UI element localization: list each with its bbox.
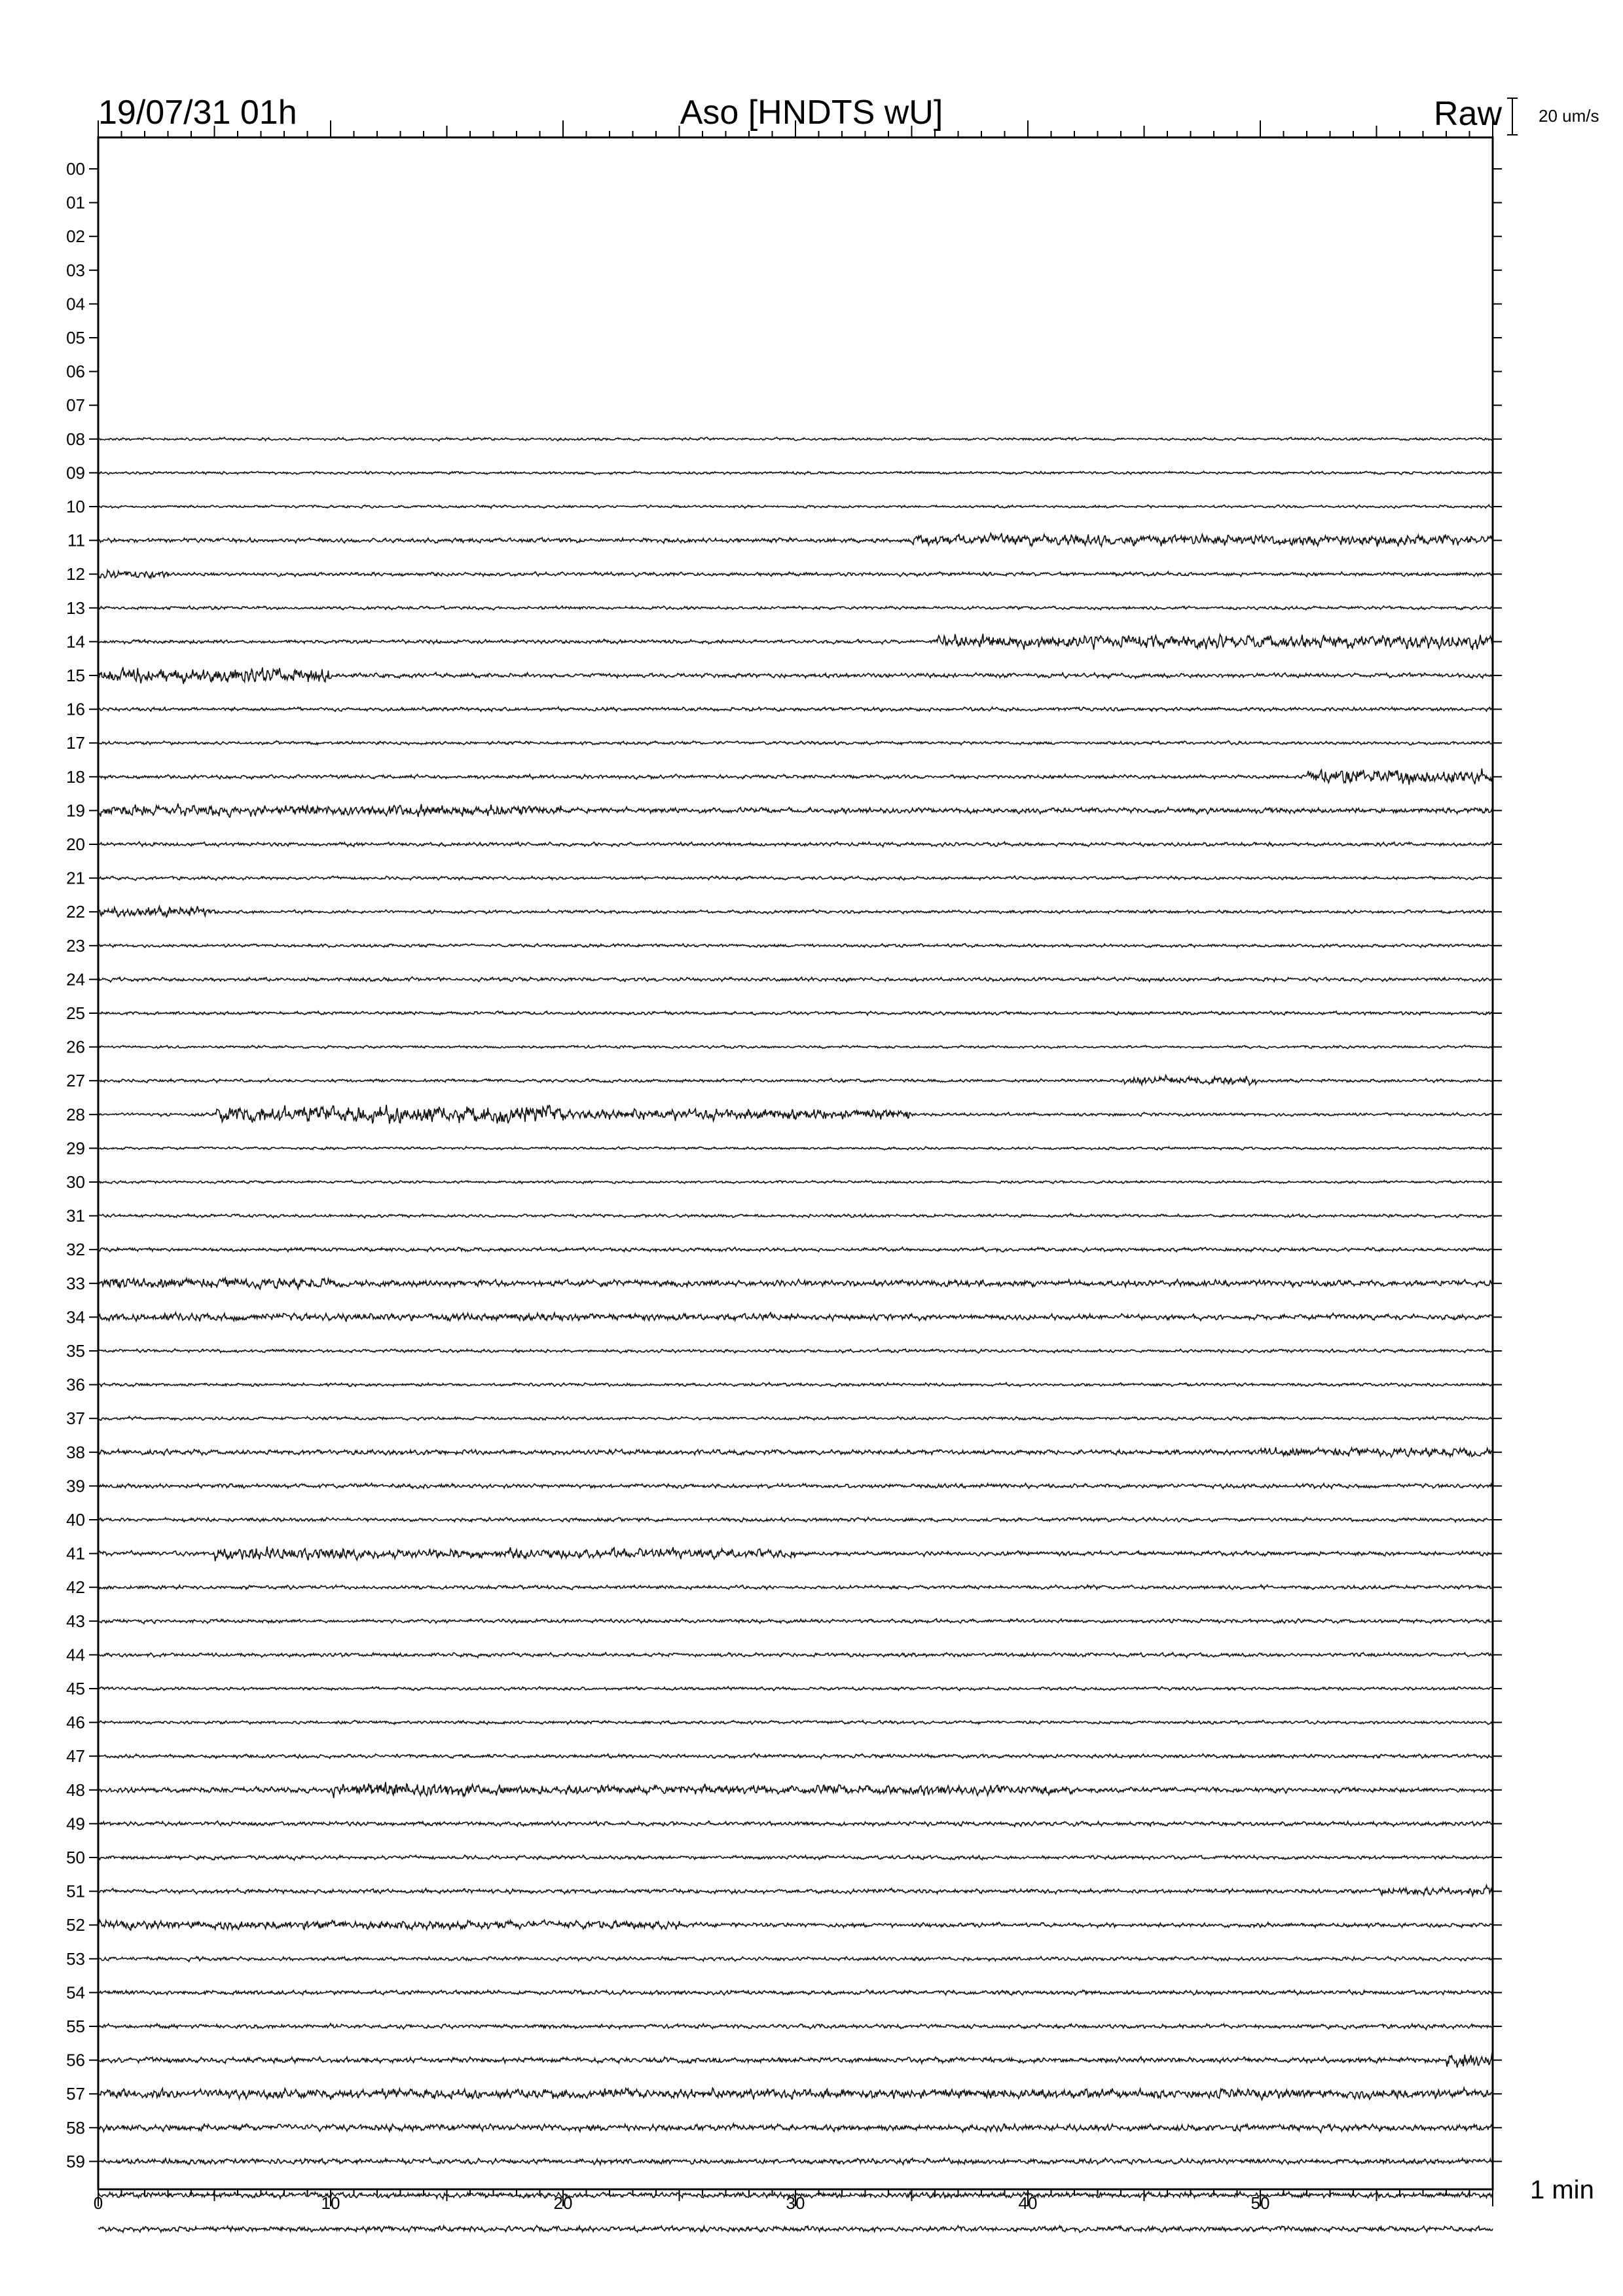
y-tick-label: 18 [66, 766, 85, 787]
y-tick-label: 54 [66, 1982, 85, 2003]
y-tick-label: 59 [66, 2151, 85, 2172]
y-tick-label: 46 [66, 1712, 85, 1732]
plot-frame [98, 137, 1493, 2189]
trace-row-35 [98, 1349, 1493, 1354]
y-tick-label: 36 [66, 1374, 85, 1395]
y-tick-label: 43 [66, 1611, 85, 1631]
trace-row-30 [98, 1180, 1493, 1183]
trace-row-52 [98, 1920, 1493, 1931]
trace-row-23 [98, 944, 1493, 948]
y-tick-label: 30 [66, 1172, 85, 1192]
trace-row-53 [98, 1956, 1493, 1962]
trace-row-25 [98, 1011, 1493, 1015]
y-tick-label: 09 [66, 463, 85, 483]
x-tick-label: 50 [1250, 2193, 1270, 2213]
y-tick-label: 14 [66, 632, 85, 652]
amplitude-scale-bar [1507, 98, 1518, 135]
trace-row-61 [98, 2225, 1493, 2232]
y-tick-label: 02 [66, 226, 85, 247]
trace-row-50 [98, 1856, 1493, 1861]
trace-row-34 [98, 1312, 1493, 1321]
y-tick-label: 17 [66, 733, 85, 753]
y-tick-label: 55 [66, 2017, 85, 2036]
y-tick-label: 24 [66, 969, 85, 990]
y-tick-label: 08 [66, 429, 85, 449]
y-tick-label: 44 [66, 1645, 85, 1665]
y-tick-label: 41 [66, 1543, 85, 1564]
trace-row-42 [98, 1585, 1493, 1590]
x-tick-label: 10 [321, 2193, 340, 2213]
trace-row-18 [98, 768, 1493, 785]
x-axis [94, 120, 1493, 2213]
trace-row-16 [98, 707, 1493, 711]
trace-row-27 [98, 1075, 1493, 1085]
trace-row-21 [98, 876, 1493, 880]
y-tick-label: 35 [66, 1341, 85, 1361]
mode-label: Raw [1434, 95, 1503, 133]
trace-row-40 [98, 1517, 1493, 1522]
y-tick-label: 38 [66, 1442, 85, 1462]
x-tick-label: 0 [93, 2193, 103, 2213]
y-tick-label: 20 [66, 834, 85, 854]
y-tick-label: 47 [66, 1746, 85, 1767]
y-tick-label: 25 [66, 1003, 85, 1023]
trace-row-22 [98, 906, 1493, 917]
trace-row-19 [98, 804, 1493, 817]
trace-row-59 [98, 2158, 1493, 2164]
y-tick-label: 22 [66, 902, 85, 922]
y-tick-label: 27 [66, 1071, 85, 1091]
trace-row-28 [98, 1105, 1493, 1124]
y-tick-label: 00 [66, 159, 85, 179]
trace-row-51 [98, 1886, 1493, 1896]
trace-row-45 [98, 1687, 1493, 1691]
trace-row-9 [98, 471, 1493, 475]
trace-row-13 [98, 606, 1493, 610]
trace-group [98, 437, 1493, 2233]
y-tick-label: 40 [66, 1510, 85, 1530]
trace-row-57 [98, 2088, 1493, 2100]
trace-row-48 [98, 1782, 1493, 1798]
y-tick-label: 29 [66, 1138, 85, 1158]
trace-row-11 [98, 533, 1493, 547]
trace-row-31 [98, 1213, 1493, 1218]
trace-row-26 [98, 1045, 1493, 1049]
y-tick-label: 34 [66, 1307, 85, 1327]
trace-row-39 [98, 1483, 1493, 1488]
y-tick-label: 52 [66, 1915, 85, 1935]
trace-row-14 [98, 634, 1493, 650]
x-tick-label: 30 [786, 2193, 805, 2213]
y-tick-label: 57 [66, 2084, 85, 2104]
x-tick-label: 40 [1018, 2193, 1038, 2213]
y-tick-label: 15 [66, 666, 85, 685]
trace-row-55 [98, 2024, 1493, 2030]
y-tick-label: 53 [66, 1948, 85, 1969]
trace-row-37 [98, 1416, 1493, 1420]
y-tick-label: 23 [66, 935, 85, 956]
date-hour-label: 19/07/31 01h [98, 94, 297, 132]
y-tick-label: 48 [66, 1780, 85, 1800]
trace-row-44 [98, 1653, 1493, 1658]
y-tick-label: 50 [66, 1848, 85, 1867]
trace-row-24 [98, 977, 1493, 982]
trace-row-56 [98, 2053, 1493, 2068]
trace-row-33 [98, 1278, 1493, 1289]
y-tick-label: 58 [66, 2117, 85, 2138]
y-tick-label: 05 [66, 328, 85, 348]
trace-row-17 [98, 741, 1493, 745]
y-tick-label: 13 [66, 598, 85, 618]
y-tick-label: 01 [66, 192, 85, 213]
trace-row-41 [98, 1547, 1493, 1561]
y-tick-label: 39 [66, 1476, 85, 1496]
y-tick-label: 31 [66, 1206, 85, 1226]
y-tick-label: 21 [66, 868, 85, 888]
y-tick-label: 37 [66, 1408, 85, 1429]
y-tick-label: 28 [66, 1104, 85, 1124]
trace-row-46 [98, 1720, 1493, 1724]
y-tick-label: 03 [66, 260, 85, 280]
trace-row-38 [98, 1447, 1493, 1457]
trace-row-54 [98, 1990, 1493, 1995]
trace-row-15 [98, 667, 1493, 684]
y-tick-label: 45 [66, 1679, 85, 1698]
trace-row-10 [98, 505, 1493, 508]
trace-row-49 [98, 1821, 1493, 1827]
y-tick-label: 06 [66, 361, 85, 382]
trace-row-29 [98, 1147, 1493, 1150]
y-tick-label: 32 [66, 1240, 85, 1260]
station-title: Aso [HNDTS wU] [680, 94, 943, 132]
trace-row-32 [98, 1247, 1493, 1252]
trace-row-12 [98, 570, 1493, 578]
y-tick-label: 19 [66, 800, 85, 821]
y-tick-label: 12 [66, 564, 85, 584]
trace-row-20 [98, 842, 1493, 847]
y-tick-label: 16 [66, 699, 85, 719]
amplitude-scale-label: 20 um/s [1539, 106, 1599, 126]
x-axis-unit-label: 1 min [1530, 2176, 1594, 2204]
y-axis [66, 159, 1502, 2171]
trace-row-43 [98, 1619, 1493, 1624]
trace-row-58 [98, 2124, 1493, 2133]
y-tick-label: 42 [66, 1577, 85, 1598]
y-tick-label: 56 [66, 2050, 85, 2070]
y-tick-label: 51 [66, 1881, 85, 1901]
y-tick-label: 26 [66, 1037, 85, 1057]
y-tick-label: 33 [66, 1273, 85, 1293]
y-tick-label: 49 [66, 1814, 85, 1834]
trace-row-47 [98, 1753, 1493, 1759]
y-tick-label: 11 [67, 530, 85, 550]
trace-row-8 [98, 437, 1493, 441]
y-tick-label: 07 [66, 395, 85, 416]
x-tick-label: 20 [553, 2193, 573, 2213]
y-tick-label: 04 [66, 294, 85, 314]
trace-row-36 [98, 1382, 1493, 1386]
y-tick-label: 10 [66, 497, 85, 516]
